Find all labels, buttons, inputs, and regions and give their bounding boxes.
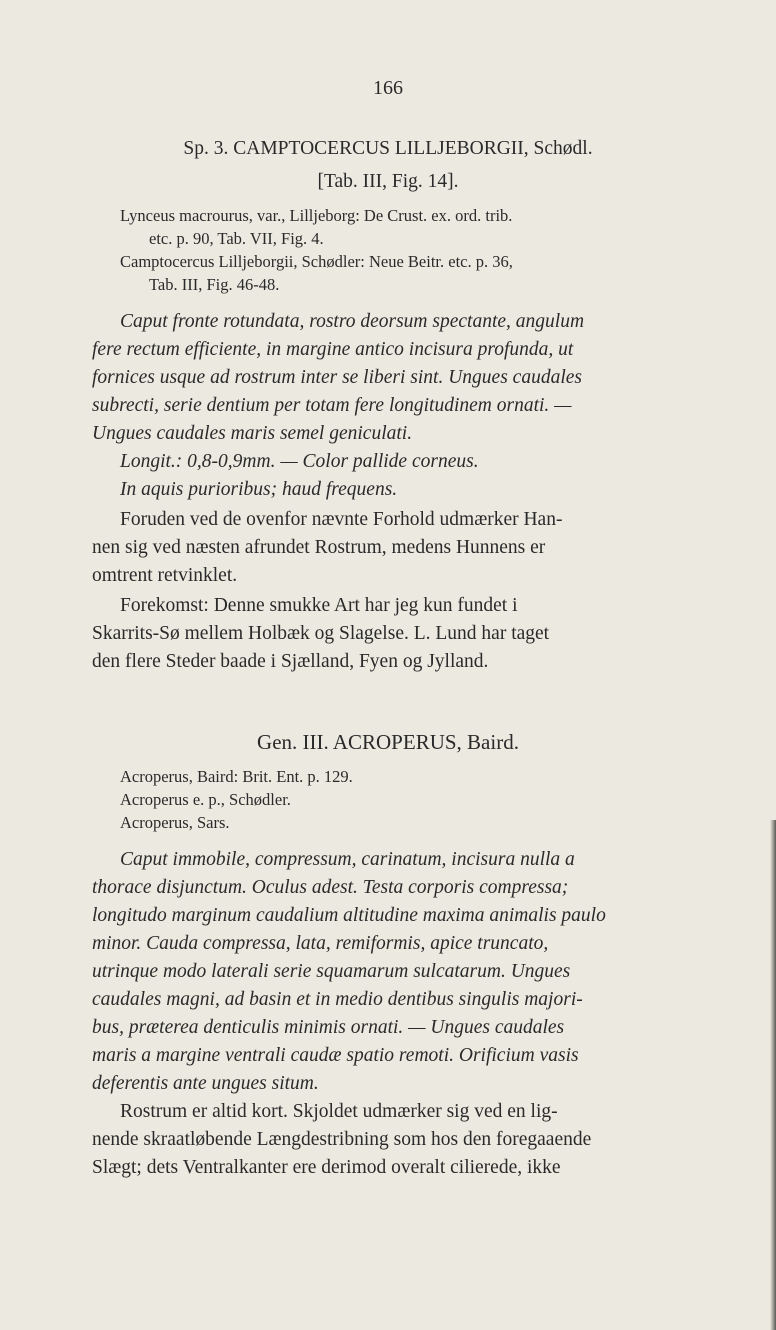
body-text-line: nen sig ved næsten afrundet Rostrum, medens Hunnens er [92, 537, 546, 558]
synonym-line: etc. p. 90, Tab. VII, Fig. 4. [149, 229, 324, 248]
genus-latin-line: thorace disjunctum. Oculus adest. Testa corporis compressa; [92, 877, 569, 898]
genus-heading: Gen. III. ACROPERUS, Baird. [257, 730, 519, 754]
latin-description-line: fere rectum efficiente, in margine antico incisura profunda, ut [92, 339, 574, 360]
genus-latin-line: bus, præterea denticulis minimis ornati. — Ungues caudales [92, 1017, 565, 1038]
genus-synonym-line: Acroperus, Sars. [120, 813, 230, 832]
genus-latin-line: longitudo marginum caudalium altitudine maxima animalis paulo [92, 905, 606, 926]
genus-latin-line: Caput immobile, compressum, carinatum, incisura nulla a [120, 849, 575, 870]
body-text-line: Foruden ved de ovenfor nævnte Forhold udmærker Han- [120, 509, 563, 530]
body-text-line: omtrent retvinklet. [92, 565, 238, 586]
latin-description-line: Ungues caudales maris semel geniculati. [92, 423, 413, 444]
genus-synonym-line: Acroperus, Baird: Brit. Ent. p. 129. [120, 767, 353, 786]
species-heading: Sp. 3. CAMPTOCERCUS LILLJEBORGII, Schødl. [183, 138, 593, 159]
genus-latin-line: minor. Cauda compressa, lata, remiformis, apice truncato, [92, 933, 549, 954]
body-text-line: Skarrits-Sø mellem Holbæk og Slagelse. L. Lund har taget [92, 623, 550, 644]
body-text-line: Forekomst: Denne smukke Art har jeg kun fundet i [120, 595, 518, 616]
page-edge-shadow [770, 820, 776, 1330]
genus-body-line: nende skraatløbende Længdestribning som hos den foregaaende [92, 1129, 592, 1150]
genus-latin-line: maris a margine ventrali caudæ spatio remoti. Orificium vasis [92, 1045, 579, 1066]
genus-latin-line: caudales magni, ad basin et in medio dentibus singulis majori- [92, 989, 583, 1010]
genus-synonym-line: Acroperus e. p., Schødler. [120, 790, 291, 809]
size-and-color-line: Longit.: 0,8-0,9mm. — Color pallide corneus. [120, 451, 479, 472]
genus-body-line: Rostrum er altid kort. Skjoldet udmærker sig ved en lig- [120, 1101, 558, 1122]
species-tab-reference: [Tab. III, Fig. 14]. [317, 171, 459, 192]
synonym-line: Camptocercus Lilljeborgii, Schødler: Neue Beitr. etc. p. 36, [120, 252, 513, 271]
latin-description-line: Caput fronte rotundata, rostro deorsum spectante, angulum [120, 311, 585, 332]
page-number: 166 [373, 77, 403, 99]
genus-latin-line: deferentis ante ungues situm. [92, 1073, 319, 1094]
synonym-line: Tab. III, Fig. 46-48. [149, 275, 280, 294]
latin-description-line: fornices usque ad rostrum inter se liberi sint. Ungues caudales [92, 367, 582, 388]
habitat-line: In aquis purioribus; haud frequens. [120, 479, 398, 500]
latin-description-line: subrecti, serie dentium per totam fere longitudinem ornati. — [92, 395, 572, 416]
genus-body-line: Slægt; dets Ventralkanter ere derimod overalt cilierede, ikke [92, 1157, 561, 1178]
body-text-line: den flere Steder baade i Sjælland, Fyen og Jylland. [92, 651, 489, 672]
genus-latin-line: utrinque modo laterali serie squamarum sulcatarum. Ungues [92, 961, 571, 982]
synonym-line: Lynceus macrourus, var., Lilljeborg: De Crust. ex. ord. trib. [120, 206, 513, 225]
